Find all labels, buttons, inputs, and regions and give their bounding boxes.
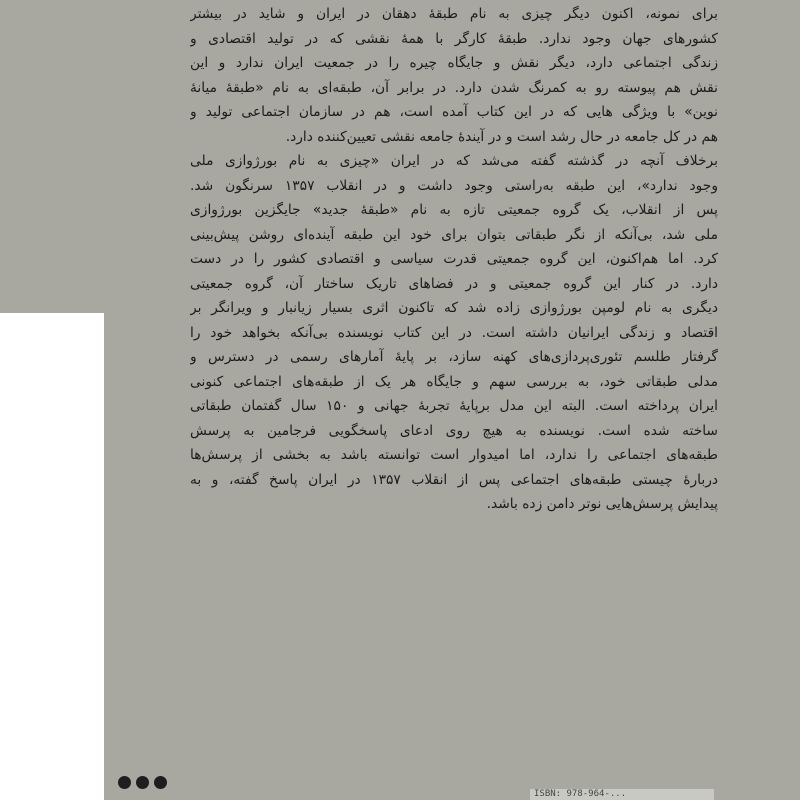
- isbn-strip: ISBN: 978-964-...: [530, 789, 714, 800]
- text-line: نوین» با ویژگی هایی که در این کتاب آمده است، هم در سازمان اجتماعی تولید و: [190, 104, 718, 120]
- text-line: هم در کل جامعه در حال رشد است و در آیندهٔ جامعه نقشی تعیین‌کننده دارد.: [285, 128, 718, 145]
- body-paragraph: [190, 2, 718, 517]
- text-line: ساخته شده است. نویسنده به هیچ روی ادعای پاسخگویی فرجامین به پرسش: [190, 422, 718, 439]
- text-line: پیدایش پرسش‌هایی نوتر دامن زده باشد.: [486, 496, 718, 512]
- text-line: دارد. در کنار این گروه جمعیتی و در فضاهای تاریک ساختار آن، گروه جمعیتی: [190, 275, 718, 292]
- text-line: برای نمونه، اکنون دیگر چیزی به نام طبقهٔ دهقان در ایران و شاید در بیشتر: [190, 6, 718, 22]
- publisher-logo-dots: [118, 776, 167, 789]
- text-line: اقتصاد و زندگی ایرانیان داشته است. در این کتاب نویسنده بی‌آنکه بخواهد خود را: [190, 324, 718, 341]
- text-line: گرفتار طلسم تئوری‌پردازی‌های کهنه سازد، بر پایهٔ آمارهای رسمی در دسترس و: [190, 349, 718, 365]
- text-line: طبقه‌های اجتماعی را ندارد، اما امیدوار است توانسته باشد به بخشی از پرسش‌ها: [190, 447, 718, 463]
- text-line: زندگی اجتماعی دارد، دیگر نقش و جایگاه چیره را در جمعیت ایران ندارد و این: [190, 55, 718, 71]
- text-line: مدلی طبقاتی خود، به بررسی سهم و جایگاه هر یک از طبقه‌های اجتماعی کنونی: [190, 373, 718, 390]
- text-line: پس از انقلاب، یک گروه جمعیتی تازه به نام «طبقهٔ جدید» جایگزین بورژوازی: [190, 202, 718, 218]
- text-line: کرد. اما هم‌اکنون، این گروه جمعیتی قدرت سیاسی و اقتصادی کشور را در دست: [190, 251, 718, 267]
- dot-icon: [118, 776, 131, 789]
- dot-icon: [154, 776, 167, 789]
- white-panel: [0, 313, 104, 800]
- text-line: ملی شد، بی‌آنکه از نگر طبقاتی بتوان برای خود این طبقه آینده‌ای روشن پیش‌بینی: [190, 226, 718, 243]
- text-line: وجود ندارد»، این طبقه به‌راستی وجود داشت و در انقلاب ۱۳۵۷ سرنگون شد.: [190, 177, 718, 194]
- text-line: دربارهٔ چیستی طبقه‌های اجتماعی پس از انقلاب ۱۳۵۷ در ایران پاسخ گفته، و به: [190, 471, 718, 488]
- text-line: برخلاف آنچه در گذشته گفته می‌شد که در ایران «چیزی به نام بورژوازی ملی: [190, 153, 718, 169]
- text-line: ایران پرداخته است. البته این مدل برپایهٔ تجربهٔ جهانی و ۱۵۰ سال گفتمان طبقاتی: [190, 398, 718, 414]
- text-line: دیگری به نام لومپن بورژوازی زاده شد که تاکنون اثری بسیار زیانبار و ویرانگر بر: [190, 300, 718, 316]
- text-line: کشورهای جهان وجود ندارد. طبقهٔ کارگر با همهٔ نقشی که در تولید اقتصادی و: [190, 30, 718, 47]
- text-line: نقش هم پیوسته رو به کمرنگ شدن دارد. در برابر آن، طبقه‌ای به نام «طبقهٔ میانهٔ: [190, 79, 718, 96]
- dot-icon: [136, 776, 149, 789]
